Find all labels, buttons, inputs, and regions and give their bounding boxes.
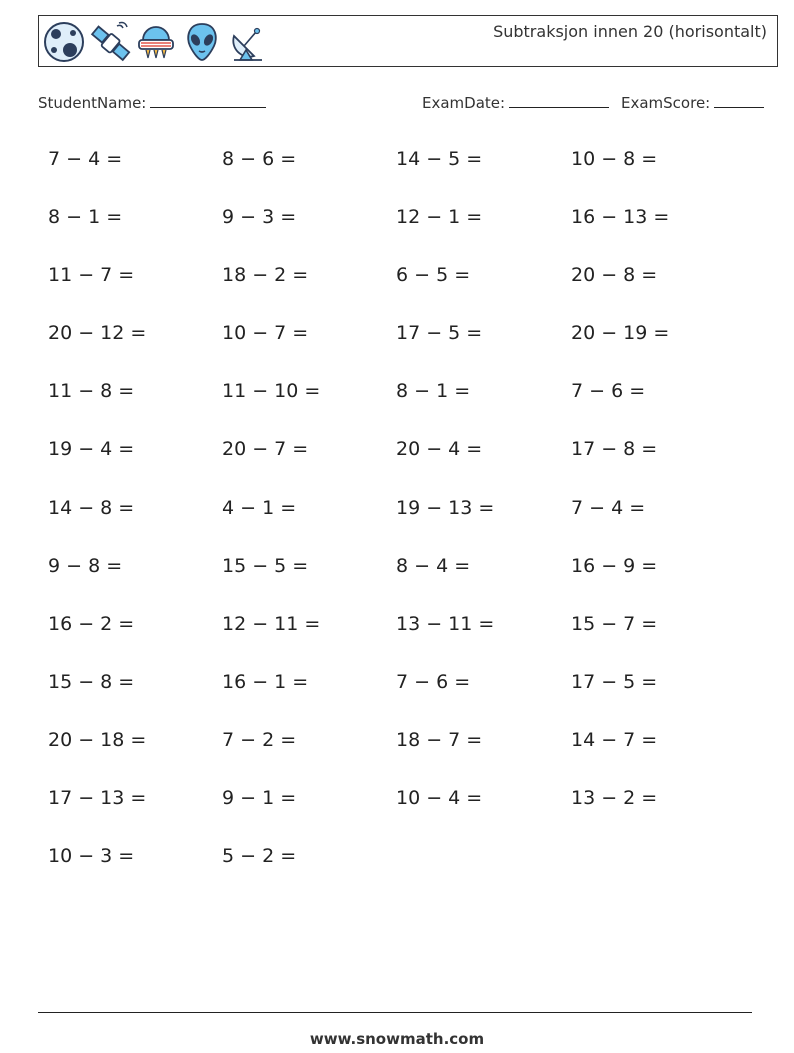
problem-item: 14 − 7 =	[571, 728, 658, 751]
problem-item: 20 − 7 =	[222, 438, 309, 461]
problem-item: 19 − 13 =	[396, 496, 495, 519]
problem-item: 15 − 8 =	[48, 670, 135, 693]
student-name-line[interactable]	[150, 93, 266, 108]
satellite-icon	[88, 20, 132, 64]
problem-item: 11 − 8 =	[48, 380, 135, 403]
ufo-icon	[134, 20, 178, 64]
problem-grid	[48, 148, 748, 903]
problem-item: 9 − 8 =	[48, 554, 123, 577]
problem-item: 10 − 8 =	[571, 148, 658, 170]
problem-item: 16 − 9 =	[571, 554, 658, 577]
problem-item: 19 − 4 =	[48, 438, 135, 461]
radar-dish-icon	[226, 20, 270, 64]
exam-score-label: ExamScore:	[621, 94, 711, 112]
problem-item: 20 − 4 =	[396, 438, 483, 461]
problem-item: 18 − 2 =	[222, 264, 309, 287]
student-name-label: StudentName:	[38, 94, 147, 112]
problem-item: 16 − 1 =	[222, 670, 309, 693]
exam-date-label: ExamDate:	[422, 94, 506, 112]
problem-item: 11 − 10 =	[222, 380, 321, 403]
exam-date-field	[422, 93, 609, 112]
problem-item: 8 − 6 =	[222, 148, 297, 170]
footer-divider	[38, 1012, 752, 1013]
problem-item: 12 − 1 =	[396, 206, 483, 229]
problem-item: 10 − 3 =	[48, 845, 135, 868]
problem-item: 16 − 2 =	[48, 612, 135, 635]
problem-item: 15 − 7 =	[571, 612, 658, 635]
problem-item: 20 − 8 =	[571, 264, 658, 287]
footer-url: www.snowmath.com	[309, 1030, 485, 1048]
problem-item: 5 − 2 =	[222, 845, 297, 868]
worksheet-title: Subtraksjon innen 20 (horisontalt)	[493, 22, 767, 41]
problem-item: 18 − 7 =	[396, 728, 483, 751]
problem-item: 11 − 7 =	[48, 264, 135, 287]
problem-item: 7 − 4 =	[571, 496, 646, 519]
problem-item: 13 − 2 =	[571, 787, 658, 810]
problem-item: 9 − 1 =	[222, 787, 297, 810]
problem-item: 8 − 1 =	[48, 206, 123, 229]
problem-item: 20 − 19 =	[571, 322, 670, 345]
problem-item: 14 − 5 =	[396, 148, 483, 170]
problem-item: 17 − 5 =	[396, 322, 483, 345]
problem-item: 8 − 1 =	[396, 380, 471, 403]
exam-score-line[interactable]	[714, 93, 764, 108]
problem-item: 9 − 3 =	[222, 206, 297, 229]
problem-item: 17 − 13 =	[48, 787, 147, 810]
exam-date-line[interactable]	[509, 93, 609, 108]
problem-item: 20 − 12 =	[48, 322, 147, 345]
header-icons	[42, 20, 270, 64]
problem-item: 8 − 4 =	[396, 554, 471, 577]
problem-item: 7 − 2 =	[222, 728, 297, 751]
problem-item: 17 − 8 =	[571, 438, 658, 461]
problem-item: 4 − 1 =	[222, 496, 297, 519]
problem-item: 15 − 5 =	[222, 554, 309, 577]
problem-item: 7 − 6 =	[396, 670, 471, 693]
student-name-field	[38, 93, 266, 112]
problem-item: 7 − 6 =	[571, 380, 646, 403]
problem-item: 13 − 11 =	[396, 612, 495, 635]
problem-item: 6 − 5 =	[396, 264, 471, 287]
moon-icon	[42, 20, 86, 64]
problem-item: 12 − 11 =	[222, 612, 321, 635]
alien-icon	[180, 20, 224, 64]
problem-item: 10 − 7 =	[222, 322, 309, 345]
problem-item: 20 − 18 =	[48, 728, 147, 751]
worksheet-header	[38, 15, 778, 67]
problem-item: 10 − 4 =	[396, 787, 483, 810]
problem-item: 7 − 4 =	[48, 148, 123, 170]
problem-item: 14 − 8 =	[48, 496, 135, 519]
problem-item: 16 − 13 =	[571, 206, 670, 229]
problem-item: 17 − 5 =	[571, 670, 658, 693]
exam-score-field	[621, 93, 764, 112]
